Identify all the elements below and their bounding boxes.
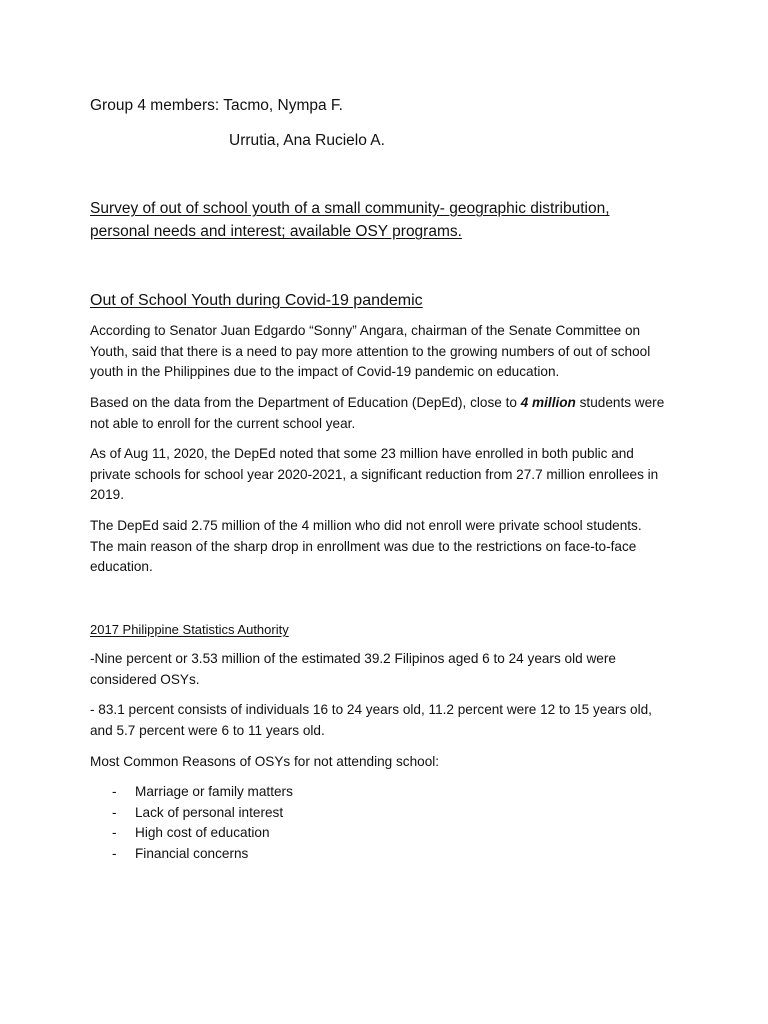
paragraph-enrollment [90,444,690,506]
text-run: Based on the data from the Department of Education (DepEd), close to [90,395,521,410]
paragraph-line: considered OSYs. [90,671,200,687]
paragraph-line: Youth, said that there is a need to pay more attention to the growing numbers of out of school [90,343,651,359]
bullet-dash: - [112,845,117,861]
section-heading: Out of School Youth during Covid-19 pandemic [90,292,423,309]
paragraph-line: not able to enroll for the current school year. [90,415,356,431]
reason-label: Marriage or family matters [135,784,293,799]
paragraph-line: youth in the Philippines due to the impact of Covid-19 pandemic on education. [90,364,560,380]
bullet-dash: - [112,804,117,820]
paragraph-line: -Nine percent or 3.53 million of the estimated 39.2 Filipinos aged 6 to 24 years old were [90,651,616,666]
paragraph-line: private schools for school year 2020-2021, a significant reduction from 27.7 million enrollees in [90,466,659,482]
list-item [112,803,293,824]
group-members-line: Group 4 members: Tacmo, Nympa F. [90,97,343,114]
paragraph-line: and 5.7 percent were 6 to 11 years old. [90,722,325,738]
reason-label: Lack of personal interest [135,804,284,820]
paragraph-line: - 83.1 percent consists of individuals 16 to 24 years old, 11.2 percent were 12 to 15 years old, [90,702,652,717]
list-item [112,844,293,865]
paragraph-line: education. [90,559,153,575]
group-member-2: Urrutia, Ana Rucielo A. [229,132,385,149]
reason-label: Financial concerns [135,845,249,861]
document-title-line-1: Survey of out of school youth of a small community- geographic distribution, [90,200,610,217]
paragraph-osy-stats [90,649,690,690]
paragraph-deped-data [90,393,690,434]
paragraph-line [90,393,690,414]
document-title-line-2: personal needs and interest; available OSY programs. [90,223,462,240]
paragraph-line: 2019. [90,487,125,503]
list-item [112,782,293,803]
paragraph-line: The DepEd said 2.75 million of the 4 million who did not enroll were private school students. [90,518,642,533]
bullet-dash: - [112,784,117,799]
reasons-list [112,782,293,864]
paragraph-line: The main reason of the sharp drop in enrollment was due to the restrictions on face-to-face [90,538,637,554]
paragraph-line: As of Aug 11, 2020, the DepEd noted that some 23 million have enrolled in both public and [90,446,634,461]
bullet-dash: - [112,825,117,840]
reason-label: High cost of education [135,825,270,840]
emphasis-4-million: 4 million [520,395,576,410]
text-run: students were [575,395,665,410]
paragraph-angara [90,321,690,383]
paragraph-line: According to Senator Juan Edgardo “Sonny” Angara, chairman of the Senate Committee on [90,323,641,338]
list-item [112,823,293,844]
paragraph-private-schools [90,516,690,578]
paragraph-age-breakdown [90,700,690,741]
stats-heading: 2017 Philippine Statistics Authority [90,622,289,637]
reasons-heading: Most Common Reasons of OSYs for not attending school: [90,754,440,769]
